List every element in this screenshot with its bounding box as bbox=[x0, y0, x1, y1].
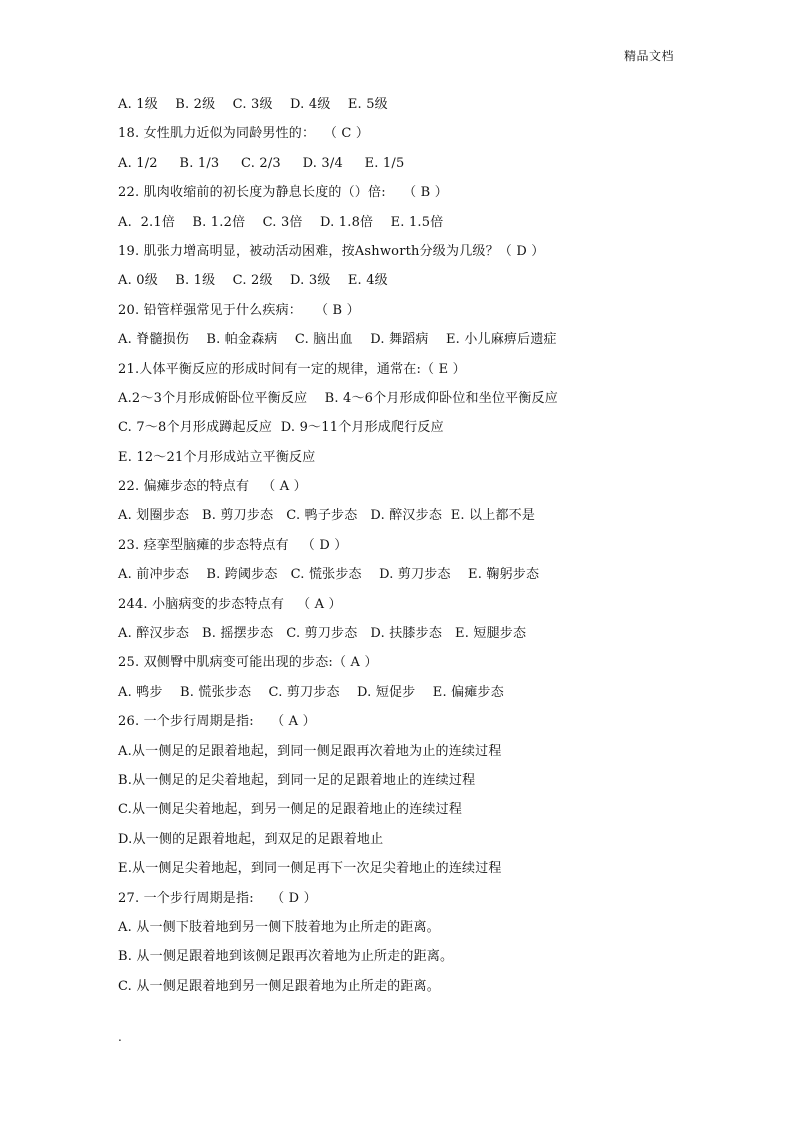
question-line: 22. 肌肉收缩前的初长度为静息长度的（）倍: （ B ） bbox=[118, 185, 448, 201]
question-line: 21.人体平衡反应的形成时间有一定的规律，通常在:（ E ） bbox=[118, 361, 466, 377]
question-line: 244. 小脑病变的步态特点有 （ A ） bbox=[118, 596, 342, 612]
question-line: 20. 铅管样强常见于什么疾病： （ B ） bbox=[118, 302, 360, 318]
document-body bbox=[118, 90, 688, 1001]
option-line: A. 前冲步态 B. 跨阈步态 C. 慌张步态 D. 剪刀步态 E. 鞠躬步态 bbox=[118, 567, 540, 583]
option-line: E. 12～21个月形成站立平衡反应 bbox=[118, 449, 316, 465]
option-line: C. 7～8个月形成蹲起反应 D. 9～11个月形成爬行反应 bbox=[118, 420, 444, 436]
option-line: A. 醉汉步态 B. 摇摆步态 C. 剪刀步态 D. 扶膝步态 E. 短腿步态 bbox=[118, 626, 527, 642]
option-line: A. 从一侧下肢着地到另一侧下肢着地为止所走的距离。 bbox=[118, 919, 440, 935]
page-header: 精品文档 bbox=[623, 49, 674, 63]
option-line: A. 2.1倍 B. 1.2倍 C. 3倍 D. 1.8倍 E. 1.5倍 bbox=[118, 214, 444, 230]
footer-mark: . bbox=[118, 1030, 122, 1044]
question-line: 26. 一个步行周期是指: （ A ） bbox=[118, 714, 316, 730]
option-line: A. 鸭步 B. 慌张步态 C. 剪刀步态 D. 短促步 E. 偏瘫步态 bbox=[118, 684, 504, 700]
option-line: D.从一侧的足跟着地起，到双足的足跟着地止 bbox=[118, 831, 384, 847]
option-line: A. 1/2 B. 1/3 C. 2/3 D. 3/4 E. 1/5 bbox=[118, 155, 405, 171]
option-line: A. 1级 B. 2级 C. 3级 D. 4级 E. 5级 bbox=[118, 97, 388, 112]
option-line: A. 0级 B. 1级 C. 2级 D. 3级 E. 4级 bbox=[118, 273, 388, 289]
question-line: 25. 双侧臀中肌病变可能出现的步态:（ A ） bbox=[118, 655, 378, 671]
option-line: B. 从一侧足跟着地到该侧足跟再次着地为止所走的距离。 bbox=[118, 949, 454, 965]
option-line: A. 脊髓损伤 B. 帕金森病 C. 脑出血 D. 舞蹈病 E. 小儿麻痹后遗症 bbox=[118, 332, 557, 348]
question-line: 27. 一个步行周期是指: （ D ） bbox=[118, 890, 317, 906]
question-line: 19. 肌张力增高明显，被动活动困难，按Ashworth分级为几级？（ D ） bbox=[118, 243, 545, 259]
option-line: C. 从一侧足跟着地到另一侧足跟着地为止所走的距离。 bbox=[118, 978, 440, 994]
option-line: B.从一侧足的足尖着地起，到同一足的足跟着地止的连续过程 bbox=[118, 772, 476, 788]
question-line: 18. 女性肌力近似为同龄男性的： （ C ） bbox=[118, 126, 370, 142]
question-line: 23. 痉挛型脑瘫的步态特点有 （ D ） bbox=[118, 537, 348, 553]
question-line: 22. 偏瘫步态的特点有 （ A ） bbox=[118, 479, 307, 495]
option-line: A.从一侧足的足跟着地起，到同一侧足跟再次着地为止的连续过程 bbox=[118, 743, 502, 759]
option-line: A. 划圈步态 B. 剪刀步态 C. 鸭子步态 D. 醉汉步态 E. 以上都不是 bbox=[118, 508, 536, 524]
option-line: C.从一侧足尖着地起，到另一侧足的足跟着地止的连续过程 bbox=[118, 802, 463, 818]
option-line: A.2～3个月形成俯卧位平衡反应 B. 4～6个月形成仰卧位和坐位平衡反应 bbox=[118, 390, 558, 406]
option-line: E.从一侧足尖着地起，到同一侧足再下一次足尖着地止的连续过程 bbox=[118, 861, 502, 877]
